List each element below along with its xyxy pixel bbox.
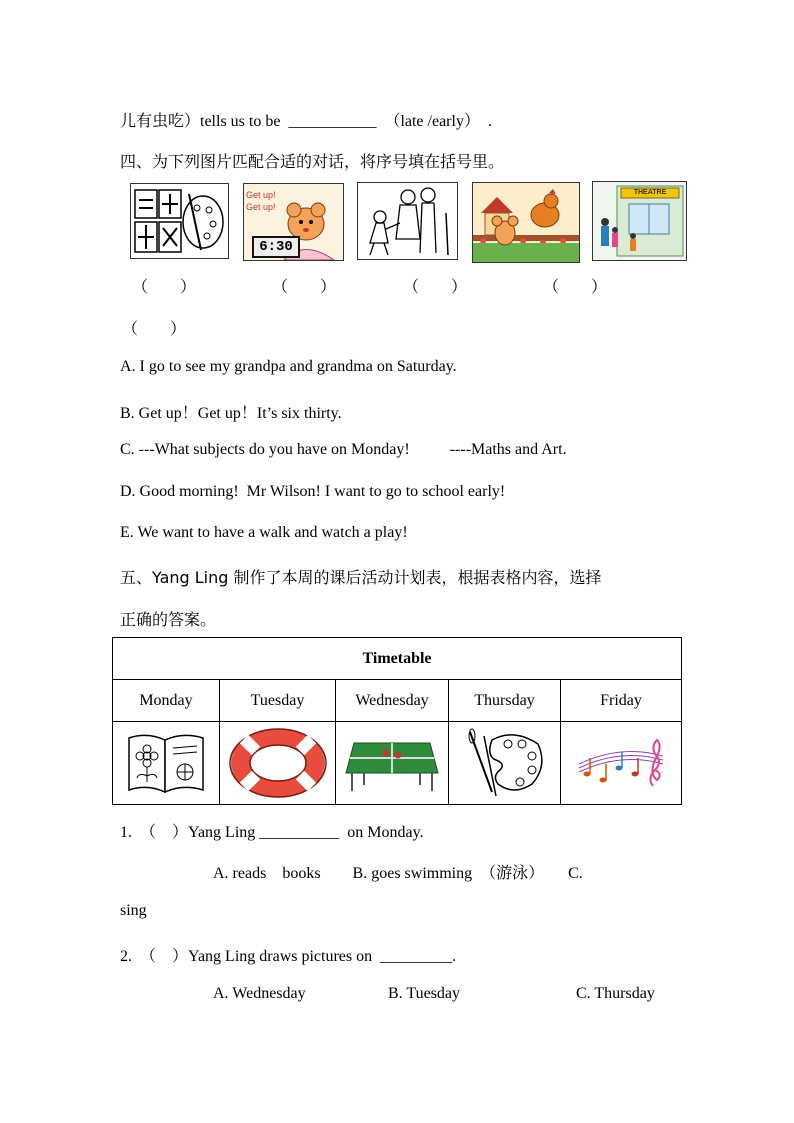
day-header-thursday: Thursday: [449, 680, 561, 722]
activity-cell-wednesday: [336, 722, 449, 805]
music-notes-icon: [575, 734, 667, 792]
timetable-title: Timetable: [113, 638, 682, 680]
maths-art-icon: [131, 184, 228, 258]
ping-pong-table-icon: [344, 733, 440, 793]
family-icon: [358, 183, 457, 259]
theatre-sign: THEATRE: [633, 189, 667, 196]
activity-cell-thursday: [449, 722, 561, 805]
answer-paren-4[interactable]: （ ）: [543, 277, 608, 296]
option-e: E. We want to have a walk and watch a play!: [120, 524, 408, 541]
question-2: 2. （ ）Yang Ling draws pictures on _________.: [120, 948, 457, 965]
option-c: C. ---What subjects do you have on Monday! ----Maths and Art.: [120, 441, 567, 458]
question-1-option-c-cont: sing: [120, 902, 147, 919]
question-1: 1. （ ）Yang Ling __________ on Monday.: [120, 824, 424, 841]
day-header-tuesday: Tuesday: [220, 680, 336, 722]
picture-maths-art: [130, 183, 229, 259]
day-header-wednesday: Wednesday: [336, 680, 449, 722]
question-1-options: A. reads books B. goes swimming （游泳） C.: [213, 865, 583, 882]
clock-display: 6:30: [252, 236, 300, 258]
activity-cell-tuesday: [220, 722, 336, 805]
option-a: A. I go to see my grandpa and grandma on Saturday.: [120, 358, 457, 375]
picture-theatre: [592, 181, 687, 261]
section-5-heading-line-2: 正确的答案。: [120, 610, 217, 629]
option-d: D. Good morning! Mr Wilson! I want to go to school early!: [120, 483, 506, 500]
bubble-text-2: Get up!: [246, 202, 276, 212]
picture-rooster: [472, 182, 580, 263]
picture-grandparents: [357, 182, 458, 260]
question-2-option-b: B. Tuesday: [388, 985, 461, 1002]
rooster-mouse-icon: [473, 183, 579, 262]
answer-paren-1[interactable]: （ ）: [132, 277, 197, 296]
timetable: [112, 637, 682, 805]
picture-get-up: [243, 183, 344, 261]
option-b: B. Get up！Get up！It’s six thirty.: [120, 405, 342, 422]
answer-paren-3[interactable]: （ ）: [403, 277, 468, 296]
section-5-heading-line-1: 五、Yang Ling 制作了本周的课后活动计划表，根据表格内容，选择: [120, 568, 602, 587]
answer-paren-2[interactable]: （ ）: [272, 277, 337, 296]
question-2-option-a: A. Wednesday: [213, 985, 306, 1002]
day-header-friday: Friday: [561, 680, 682, 722]
palette-icon: [462, 726, 548, 800]
activity-cell-friday: [561, 722, 682, 805]
activity-cell-monday: [113, 722, 220, 805]
section-4-heading: 四、为下列图片匹配合适的对话，将序号填在括号里。: [120, 152, 505, 171]
day-header-monday: Monday: [113, 680, 220, 722]
swim-ring-icon: [226, 725, 330, 801]
bubble-text-1: Get up!: [246, 190, 276, 200]
book-icon: [123, 730, 209, 796]
question-2-option-c: C. Thursday: [576, 985, 655, 1002]
answer-paren-5[interactable]: （ ）: [122, 319, 187, 338]
text-line-1: 儿有虫吃）tells us to be ___________ （late /early） .: [120, 113, 492, 130]
